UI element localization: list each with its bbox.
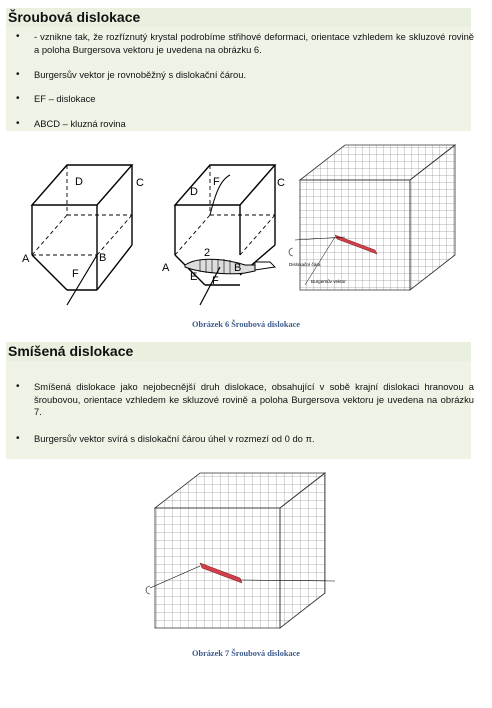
label-a: A: [162, 262, 170, 274]
label-2: 2: [204, 247, 211, 259]
label-e: E: [190, 271, 198, 283]
burgers-vector-label: Burgersův vektor: [311, 279, 346, 284]
screw-twist-diagram: [160, 155, 300, 315]
screw-box-diagram: [22, 155, 152, 310]
screw-text-block: [6, 27, 474, 131]
screw-lattice-cube: [285, 140, 475, 305]
bullet-item: • Smíšená dislokace jako nejobecnější druh dislokace, obsahující v sobě krajní dislokaci hranovou a šroubovou, orientace vzhledem ke skluzové rovině a poloha Burgersova vektoru je uvedena na obrázku 7.: [34, 381, 474, 419]
label-c: C: [277, 177, 285, 189]
figure-6-caption: Obrázek 6 Šroubová dislokace: [192, 320, 300, 329]
label-f: F: [72, 268, 79, 280]
label-b: B: [99, 252, 107, 264]
label-d: D: [190, 186, 198, 198]
section-title-screw: Šroubová dislokace: [6, 8, 471, 27]
bullet-item: • EF – dislokace: [34, 93, 474, 106]
dislocation-line-label: Dislokační čára: [289, 262, 321, 267]
bullet-item: • - vznikne tak, že rozříznutý krystal podrobíme střihové deformaci, orientace vzhledem ke skluzové rovině a poloha Burgersova vektoru je uvedena na obrázku 6.: [34, 31, 474, 56]
section-title-mixed: Smíšená dislokace: [6, 342, 471, 361]
bullet-item: • ABCD – kluzná rovina: [34, 118, 474, 131]
label-a: A: [22, 253, 30, 265]
label-f-top: F: [213, 176, 220, 188]
bullet-item: • Burgersův vektor je rovnoběžný s dislokační čárou.: [34, 69, 474, 82]
label-b: B: [234, 262, 242, 274]
label-f-bottom: F: [212, 275, 219, 287]
mixed-text-block: [6, 361, 474, 459]
label-d: D: [75, 176, 83, 188]
figure-7-caption: Obrázek 7 Šroubová dislokace: [192, 649, 300, 658]
mixed-lattice-cube: [140, 468, 340, 636]
label-c: C: [136, 177, 144, 189]
bullet-item: • Burgersův vektor svírá s dislokační čárou úhel v rozmezí od 0 do π.: [34, 433, 474, 446]
